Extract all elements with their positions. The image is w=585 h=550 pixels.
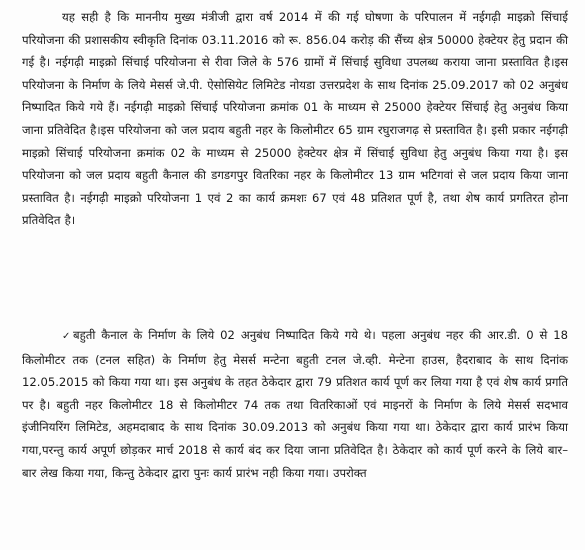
paragraph-project-summary: यह सही है कि माननीय मुख्य मंत्रीजी द्वारा वर्ष 2014 में की गई घोषणा के परिपालन में नईगढ़ी माइक्रो सिंचाई परियोजना की प्रशासकीय स्वीकृति दिनांक 03.11.2016 को रू. 856.04 करोड़ की सैंच्य क्षेत्र 50000 हेक्टेयर हेतु प्रदान की गई है। नईगढ़ी माइक्रो सिंचाई परियोजना से रीवा जिले के 576 ग्रामों में सिंचाई सुविधा उपलब्ध कराया जाना प्रस्तावित है।इस परियोजना के निर्माण के लिये मेसर्स जे.पी. ऐसोसियेट लिमिटेड नोयडा उत्तरप्रदेश के साथ दिनांक 25.09.2017 को 02 अनुबंध निष्पादित किये गये हैं। नईगढ़ी माइक्रो सिंचाई परियोजना क्रमांक 01 के माध्यम से 25000 हेक्टेयर सिंचाई हेतु अनुबंध किया जाना प्रतिवेदित है।इस परियोजना को जल प्रदाय बहुती नहर के किलोमीटर 65 ग्राम रघुराजगढ़ से प्रस्तावित है। इसी प्रकार नईगढ़ी माइक्रो सिंचाई परियोजना क्रमांक 02 के माध्यम से 25000 हेक्टेयर क्षेत्र में सिंचाई सुविधा हेतु अनुबंध किया गया है। इस परियोजना को जल प्रदाय बहुती कैनाल की डगडगपुर वितरिका नहर के किलोमीटर 13 ग्राम भटिगवां से जल प्रदाय किया जाना प्रस्तावित है। नईगढ़ी माइक्रो परियोजना 1 एवं 2 का कार्य क्रमशः 67 एवं 48 प्रतिशत पूर्ण है, तथा शेष कार्य प्रगतिरत होना प्रतिवेदित है। (22, 10, 568, 228)
pen-tick-mark-icon: ✓ (62, 331, 71, 342)
paragraph-canal-contracts (22, 324, 568, 484)
paragraph-canal-contracts-text: बहुती कैनाल के निर्माण के लिये 02 अनुबंध निष्पादित किये गये थे। पहला अनुबंध नहर की आर.डी. 0 से 18 किलोमीटर तक (टनल सहित) के निर्माण हेतु मेसर्स मन्टेना बहुती टनल जे.व्ही. मेन्टेना हाउस, हैदराबाद के साथ दिनांक 12.05.2015 को किया गया था। इस अनुबंध के तहत ठेकेदार द्वारा 79 प्रतिशत कार्य पूर्ण कर लिया गया है एवं शेष कार्य प्रगति पर है। बहुती नहर किलोमीटर 18 से किलोमीटर 74 तक तथा वितरिकाओं एवं माइनरों के निर्माण के लिये मेसर्स सदभाव इंजीनियरिंग लिमिटेड, अहमदाबाद के साथ दिनांक 30.09.2013 को अनुबंध किया गया था। ठेकेदार द्वारा कार्य प्रारंभ किया गया,परन्तु कार्य अपूर्ण छोड़कर मार्च 2018 से कार्य बंद कर दिया जाना प्रतिवेदित है। ठेकेदार को कार्य पूर्ण करने के लिये बार–बार लेख किया गया, किन्तु ठेकेदार द्वारा पुनः कार्य प्रारंभ नही किया गया। उपरोक्त (22, 328, 568, 480)
